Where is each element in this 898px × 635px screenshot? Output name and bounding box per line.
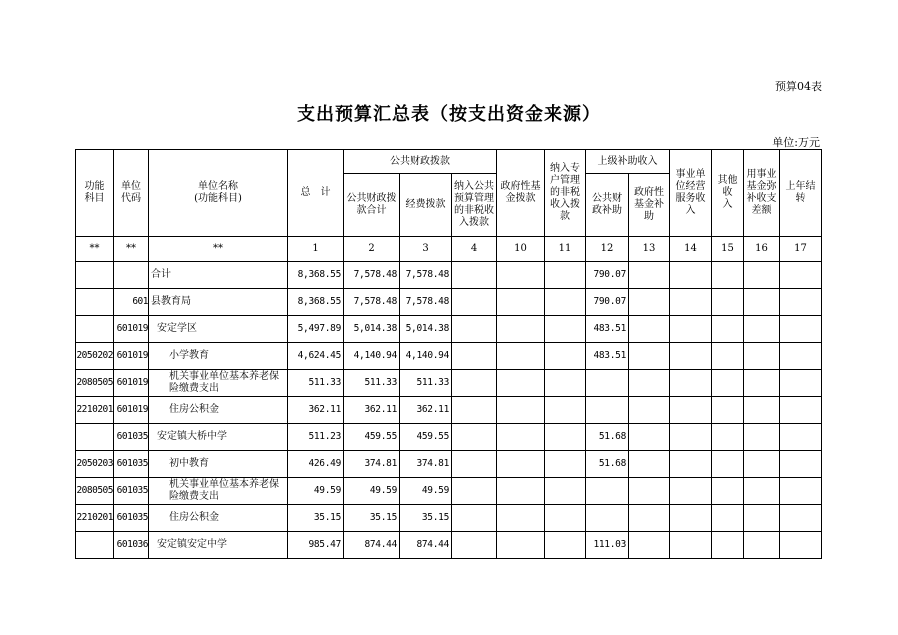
- business-cell: [670, 478, 712, 505]
- unit-name-cell: 安定镇安定中学: [149, 532, 288, 559]
- index-cell: 10: [497, 237, 545, 262]
- carryover-cell: [780, 370, 822, 397]
- table-row: [76, 478, 822, 505]
- business-cell: [670, 397, 712, 424]
- sup-gov-fund-cell: [629, 397, 670, 424]
- sup-public-cell: [586, 478, 629, 505]
- header-special-nontax: 纳入专 户管理 的非税 收入拨 款: [545, 150, 586, 237]
- special-nontax-cell: [545, 289, 586, 316]
- other-cell: [712, 370, 744, 397]
- other-cell: [712, 451, 744, 478]
- index-cell: 3: [400, 237, 452, 262]
- unit-name-cell: 安定学区: [149, 316, 288, 343]
- pf-nontax-cell: [452, 532, 497, 559]
- sup-gov-fund-cell: [629, 505, 670, 532]
- use-fund-cell: [744, 532, 780, 559]
- use-fund-cell: [744, 505, 780, 532]
- index-cell: 17: [780, 237, 822, 262]
- use-fund-cell: [744, 343, 780, 370]
- total-cell: 511.33: [288, 370, 344, 397]
- special-nontax-cell: [545, 451, 586, 478]
- header-unit-code: 单位 代码: [114, 150, 149, 237]
- other-cell: [712, 532, 744, 559]
- carryover-cell: [780, 397, 822, 424]
- pf-total-cell: 459.55: [344, 424, 400, 451]
- use-fund-cell: [744, 262, 780, 289]
- unit-name-cell: 住房公积金: [149, 505, 288, 532]
- pf-total-cell: 511.33: [344, 370, 400, 397]
- pf-nontax-cell: [452, 451, 497, 478]
- pf-nontax-cell: [452, 505, 497, 532]
- func-code-cell: [76, 424, 114, 451]
- special-nontax-cell: [545, 505, 586, 532]
- header-gov-fund: 政府性基 金拨款: [497, 150, 545, 237]
- unit-code-cell: 601036: [114, 532, 149, 559]
- func-code-cell: 2050203: [76, 451, 114, 478]
- sup-gov-fund-cell: [629, 370, 670, 397]
- business-cell: [670, 343, 712, 370]
- carryover-cell: [780, 424, 822, 451]
- pf-total-cell: 4,140.94: [344, 343, 400, 370]
- header-superior: 上级补助收入: [586, 150, 670, 174]
- pf-fund-cell: 874.44: [400, 532, 452, 559]
- total-cell: 49.59: [288, 478, 344, 505]
- table-row: [76, 316, 822, 343]
- unit-name-cell: 住房公积金: [149, 397, 288, 424]
- carryover-cell: [780, 451, 822, 478]
- sup-public-cell: [586, 370, 629, 397]
- unit-name-cell: 机关事业单位基本养老保险缴费支出: [149, 478, 288, 505]
- index-cell: 2: [344, 237, 400, 262]
- unit-code-cell: 601035: [114, 478, 149, 505]
- total-cell: 4,624.45: [288, 343, 344, 370]
- carryover-cell: [780, 316, 822, 343]
- use-fund-cell: [744, 316, 780, 343]
- func-code-cell: [76, 532, 114, 559]
- index-row: [76, 237, 822, 262]
- func-code-cell: [76, 289, 114, 316]
- other-cell: [712, 478, 744, 505]
- total-cell: 5,497.89: [288, 316, 344, 343]
- sup-gov-fund-cell: [629, 316, 670, 343]
- table-row: [76, 451, 822, 478]
- pf-total-cell: 5,014.38: [344, 316, 400, 343]
- use-fund-cell: [744, 397, 780, 424]
- sup-gov-fund-cell: [629, 343, 670, 370]
- carryover-cell: [780, 505, 822, 532]
- other-cell: [712, 505, 744, 532]
- sup-gov-fund-cell: [629, 478, 670, 505]
- sup-gov-fund-cell: [629, 451, 670, 478]
- unit-label: 单位:万元: [772, 136, 820, 149]
- pf-nontax-cell: [452, 343, 497, 370]
- unit-code-cell: 601019: [114, 316, 149, 343]
- header-public-finance: 公共财政拨款: [344, 150, 497, 174]
- pf-fund-cell: 362.11: [400, 397, 452, 424]
- pf-total-cell: 35.15: [344, 505, 400, 532]
- index-cell: 14: [670, 237, 712, 262]
- gov-fund-cell: [497, 478, 545, 505]
- header-business: 事业单 位经营 服务收 入: [670, 150, 712, 237]
- pf-nontax-cell: [452, 316, 497, 343]
- index-cell: **: [76, 237, 114, 262]
- pf-fund-cell: 7,578.48: [400, 289, 452, 316]
- pf-total-cell: 7,578.48: [344, 289, 400, 316]
- func-code-cell: [76, 316, 114, 343]
- unit-name-cell: 县教育局: [149, 289, 288, 316]
- header-sup-gov-fund: 政府性 基金补 助: [629, 174, 670, 237]
- header-use-fund: 用事业 基金弥 补收支 差额: [744, 150, 780, 237]
- header-pf-nontax: 纳入公共 预算管理 的非税收 入拨款: [452, 174, 497, 237]
- budget-table: [75, 149, 822, 559]
- table-row: [76, 532, 822, 559]
- pf-nontax-cell: [452, 424, 497, 451]
- other-cell: [712, 316, 744, 343]
- table-row: [76, 370, 822, 397]
- pf-nontax-cell: [452, 370, 497, 397]
- func-code-cell: 2210201: [76, 397, 114, 424]
- sup-gov-fund-cell: [629, 262, 670, 289]
- use-fund-cell: [744, 451, 780, 478]
- pf-nontax-cell: [452, 397, 497, 424]
- pf-nontax-cell: [452, 478, 497, 505]
- sup-public-cell: [586, 505, 629, 532]
- table-row: [76, 505, 822, 532]
- unit-code-cell: 601035: [114, 505, 149, 532]
- business-cell: [670, 451, 712, 478]
- sup-public-cell: 483.51: [586, 343, 629, 370]
- sup-public-cell: 790.07: [586, 262, 629, 289]
- index-cell: **: [149, 237, 288, 262]
- gov-fund-cell: [497, 505, 545, 532]
- carryover-cell: [780, 262, 822, 289]
- gov-fund-cell: [497, 424, 545, 451]
- index-cell: 12: [586, 237, 629, 262]
- special-nontax-cell: [545, 370, 586, 397]
- pf-fund-cell: 4,140.94: [400, 343, 452, 370]
- pf-total-cell: 362.11: [344, 397, 400, 424]
- pf-fund-cell: 5,014.38: [400, 316, 452, 343]
- table-row: [76, 262, 822, 289]
- gov-fund-cell: [497, 262, 545, 289]
- header-total: 总 计: [288, 150, 344, 237]
- table-row: [76, 289, 822, 316]
- special-nontax-cell: [545, 343, 586, 370]
- table-row: [76, 397, 822, 424]
- unit-name-cell: 机关事业单位基本养老保险缴费支出: [149, 370, 288, 397]
- header-pf-fund: 经费拨款: [400, 174, 452, 237]
- special-nontax-cell: [545, 397, 586, 424]
- total-cell: 985.47: [288, 532, 344, 559]
- carryover-cell: [780, 343, 822, 370]
- other-cell: [712, 289, 744, 316]
- table-row: [76, 343, 822, 370]
- carryover-cell: [780, 289, 822, 316]
- gov-fund-cell: [497, 289, 545, 316]
- gov-fund-cell: [497, 316, 545, 343]
- unit-name-cell: 初中教育: [149, 451, 288, 478]
- use-fund-cell: [744, 370, 780, 397]
- gov-fund-cell: [497, 397, 545, 424]
- unit-code-cell: 601019: [114, 343, 149, 370]
- business-cell: [670, 532, 712, 559]
- header-func-subject: 功能 科目: [76, 150, 114, 237]
- carryover-cell: [780, 532, 822, 559]
- table-row: [76, 424, 822, 451]
- gov-fund-cell: [497, 451, 545, 478]
- business-cell: [670, 505, 712, 532]
- func-code-cell: 2080505: [76, 370, 114, 397]
- special-nontax-cell: [545, 478, 586, 505]
- sup-public-cell: 790.07: [586, 289, 629, 316]
- special-nontax-cell: [545, 532, 586, 559]
- unit-name-cell: 合计: [149, 262, 288, 289]
- other-cell: [712, 262, 744, 289]
- business-cell: [670, 370, 712, 397]
- func-code-cell: 2080505: [76, 478, 114, 505]
- pf-fund-cell: 511.33: [400, 370, 452, 397]
- sup-public-cell: 111.03: [586, 532, 629, 559]
- unit-code-cell: 601: [114, 289, 149, 316]
- sup-public-cell: 51.68: [586, 451, 629, 478]
- index-cell: 15: [712, 237, 744, 262]
- func-code-cell: 2210201: [76, 505, 114, 532]
- total-cell: 511.23: [288, 424, 344, 451]
- unit-code-cell: [114, 262, 149, 289]
- unit-code-cell: 601035: [114, 451, 149, 478]
- sup-public-cell: 483.51: [586, 316, 629, 343]
- pf-total-cell: 7,578.48: [344, 262, 400, 289]
- business-cell: [670, 289, 712, 316]
- total-cell: 8,368.55: [288, 289, 344, 316]
- pf-fund-cell: 374.81: [400, 451, 452, 478]
- sup-public-cell: [586, 397, 629, 424]
- gov-fund-cell: [497, 532, 545, 559]
- other-cell: [712, 343, 744, 370]
- index-cell: 13: [629, 237, 670, 262]
- total-cell: 426.49: [288, 451, 344, 478]
- pf-total-cell: 374.81: [344, 451, 400, 478]
- business-cell: [670, 316, 712, 343]
- gov-fund-cell: [497, 343, 545, 370]
- sup-gov-fund-cell: [629, 532, 670, 559]
- func-code-cell: 2050202: [76, 343, 114, 370]
- header-carryover: 上年结转: [780, 150, 822, 237]
- index-cell: **: [114, 237, 149, 262]
- pf-fund-cell: 459.55: [400, 424, 452, 451]
- use-fund-cell: [744, 424, 780, 451]
- header-unit-name: 单位名称 (功能科目): [149, 150, 288, 237]
- index-cell: 11: [545, 237, 586, 262]
- pf-fund-cell: 35.15: [400, 505, 452, 532]
- gov-fund-cell: [497, 370, 545, 397]
- header-sup-public: 公共财 政补助: [586, 174, 629, 237]
- other-cell: [712, 397, 744, 424]
- use-fund-cell: [744, 289, 780, 316]
- use-fund-cell: [744, 478, 780, 505]
- pf-nontax-cell: [452, 289, 497, 316]
- pf-fund-cell: 7,578.48: [400, 262, 452, 289]
- index-cell: 16: [744, 237, 780, 262]
- total-cell: 362.11: [288, 397, 344, 424]
- total-cell: 35.15: [288, 505, 344, 532]
- other-cell: [712, 424, 744, 451]
- unit-code-cell: 601019: [114, 397, 149, 424]
- sup-public-cell: 51.68: [586, 424, 629, 451]
- business-cell: [670, 424, 712, 451]
- header-pf-total: 公共财政拨 款合计: [344, 174, 400, 237]
- index-cell: 4: [452, 237, 497, 262]
- page-title: 支出预算汇总表（按支出资金来源）: [297, 104, 601, 125]
- special-nontax-cell: [545, 262, 586, 289]
- unit-name-cell: 小学教育: [149, 343, 288, 370]
- pf-fund-cell: 49.59: [400, 478, 452, 505]
- sup-gov-fund-cell: [629, 424, 670, 451]
- business-cell: [670, 262, 712, 289]
- special-nontax-cell: [545, 424, 586, 451]
- index-cell: 1: [288, 237, 344, 262]
- pf-total-cell: 874.44: [344, 532, 400, 559]
- special-nontax-cell: [545, 316, 586, 343]
- sup-gov-fund-cell: [629, 289, 670, 316]
- unit-name-cell: 安定镇大桥中学: [149, 424, 288, 451]
- pf-total-cell: 49.59: [344, 478, 400, 505]
- func-code-cell: [76, 262, 114, 289]
- carryover-cell: [780, 478, 822, 505]
- form-number: 预算04表: [775, 80, 822, 93]
- unit-code-cell: 601035: [114, 424, 149, 451]
- total-cell: 8,368.55: [288, 262, 344, 289]
- unit-code-cell: 601019: [114, 370, 149, 397]
- pf-nontax-cell: [452, 262, 497, 289]
- header-other: 其他收 入: [712, 150, 744, 237]
